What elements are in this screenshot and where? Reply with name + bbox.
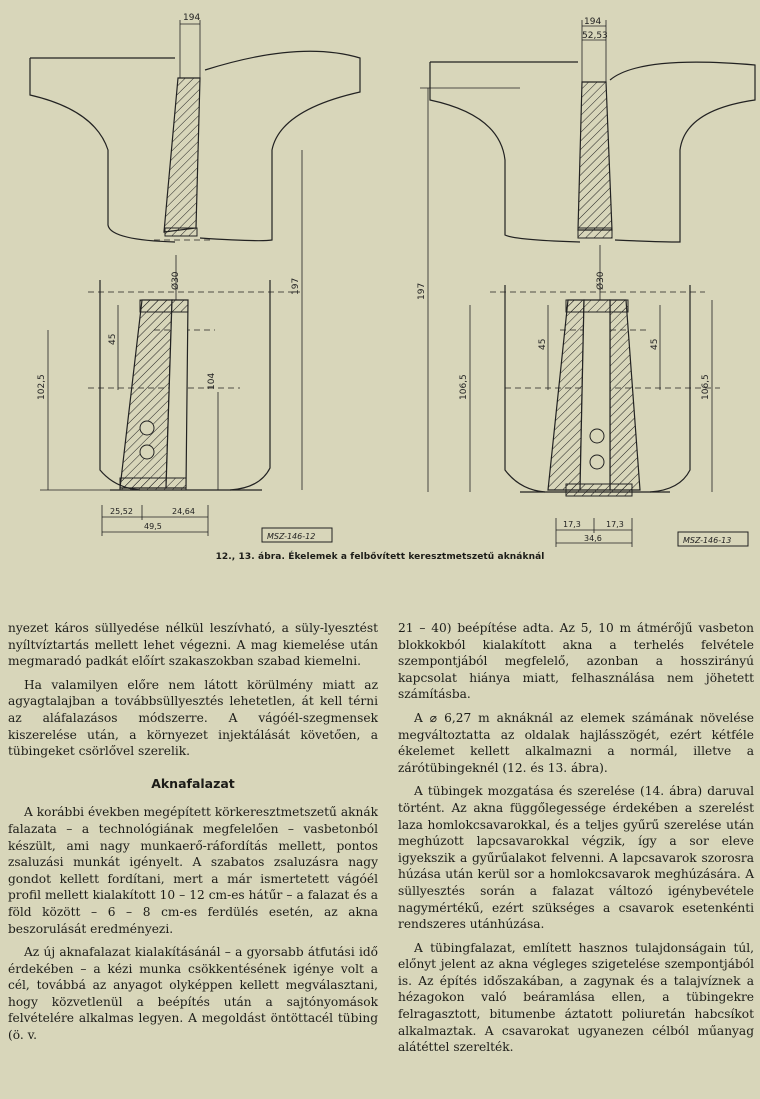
right-paragraph-4: A tübingfalazat, említett hasznos tulajdonságain túl, előnyt jelent az akna végleges szigetelése szempontjából is. Az építés időszakában, a zagynak és a talajvíznek a hézagokon való beáramlása ellen, a tübingekre felragasztott, bitumenbe áztatott poliuretán habcsíkot alkalmaztak. A csavarokat ugyanezen célból műanyag alátéttel szerelték. xyxy=(398,940,754,1055)
right-paragraph-1: 21 – 40) beépítése adta. Az 5, 10 m átmérőjű vasbeton blokkokból kialakított akna a terhelés felvétele szempontjából megfelelő, azonban a hosszirányú kapcsolat hiánya miatt, felhasználása nem jöhetett számításba. xyxy=(398,621,754,702)
fig13-top-dim-b: 52,53 xyxy=(582,31,608,41)
fig13-dim-45b: 45 xyxy=(650,338,660,350)
fig13-dim-45a: 45 xyxy=(538,338,548,350)
fig13-dim-197: 197 xyxy=(417,282,427,300)
fig13-diameter-label: Ø30 xyxy=(596,271,606,290)
right-paragraph-2: A ⌀ 6,27 m aknáknál az elemek számának növelése megváltoztatta az oldalak hajlásszögét, ezért kétféle ékelemet kellett alkalmazni a normál, illetve a zárótübingeknél (12. és 13. ábra). xyxy=(398,710,754,775)
fig12-bottom-dim-c: 49,5 xyxy=(144,522,162,531)
fig13-dim-1065b: 106,5 xyxy=(701,374,711,400)
figure-13-wedge-upper xyxy=(578,82,612,238)
svg-text:MSZ-146-13: MSZ-146-13 xyxy=(683,536,732,545)
fig13-bottom-dim-b: 17,3 xyxy=(606,520,624,529)
left-paragraph-3: A korábbi években megépített körkeresztmetszetű aknák falazata – a technológiának megfelelően – vasbetonból készült, ami nagy munkaerő-ráfordítás mellett, pontos zsaluzási munkát igényelt. A szabatos zsaluzásra nagy gondot kellett fordítani, mert a már ismertetett vágóél profil mellett kialakított 10 – 12 cm-es hátűr – a falazat és a föld között – 6 – 8 cm-es ferdülés esetén, az akna beszorulását eredményezi. xyxy=(8,805,378,936)
fig13-stamp xyxy=(678,532,748,546)
fig12-stamp xyxy=(262,528,332,542)
right-text-column xyxy=(398,620,754,1056)
fig13-top-dim-a: 194 xyxy=(584,17,602,27)
fig13-bottom-dim-c: 34,6 xyxy=(584,534,602,543)
figure-12-wedge-lower xyxy=(120,300,188,490)
fig13-dim-1065a: 106,5 xyxy=(459,374,469,400)
left-paragraph-2: Ha valamilyen előre nem látott körülmény miatt az agyagtalajban a továbbsüllyesztés lehetetlen, át kell térni az aláfalazásos módszerre. A vágóél-szegmensek kiszerelése után, a környezet injektálását követően, a tübingeket csörlővel szerelik. xyxy=(8,677,378,759)
fig13-bottom-dim-a: 17,3 xyxy=(563,520,581,529)
fig12-top-dim: 194 xyxy=(183,13,201,23)
left-paragraph-4: Az új aknafalazat kialakításánál – a gyorsabb átfutási idő érdekében – a kézi munka csökkentésének igénye volt a cél, továbbá az anyagot olyképpen kellett megválasztani, hogy közvetlenül a beépítés után a sajtónyomások felvételére alkalmas legyen. A megoldást öntöttacél tübing (ö. v. xyxy=(8,945,378,1043)
fig12-dim-197: 197 xyxy=(291,277,301,295)
right-paragraph-3: A tübingek mozgatása és szerelése (14. ábra) daruval történt. Az akna függőlegessége érdekében a szerelést laza homlokcsavarokkal, és a teljes gyűrű szerelése után meghúzott lapcsavarokkal végzik, így a sor eleve igyekszik a gyűrűalakot felvenni. A lapcsavarok szorosra húzása után kerül sor a homlokcsavarok meghúzására. A süllyesztés során a falazat változó igénybevétele nagymértékű, ezért szükséges a csavarok esetenkénti rendszeres utánhúzása. xyxy=(398,784,754,932)
figure-13-wedge-lower xyxy=(548,300,640,496)
left-text-column xyxy=(8,620,378,1044)
figure-12-wedge-upper xyxy=(164,78,200,236)
fig12-dim-104: 104 xyxy=(207,372,217,390)
fig12-dim-45: 45 xyxy=(108,333,118,345)
fig12-diameter-label: Ø30 xyxy=(171,271,181,290)
fig12-bottom-dim-b: 24,64 xyxy=(172,507,195,516)
figure-caption: 12., 13. ábra. Ékelemek a felbővített keresztmetszetű aknáknál xyxy=(215,552,545,562)
svg-text:MSZ-146-12: MSZ-146-12 xyxy=(267,532,316,541)
fig12-dim-1025: 102,5 xyxy=(37,374,47,400)
left-paragraph-1: nyezet káros süllyedése nélkül leszívható, a süly-lyesztést nyíltvíztartás mellett lehet végezni. A mag kiemelése után megmaradó padkát előírt szakaszokban szabad kiemelni. xyxy=(8,621,378,669)
section-heading: Aknafalazat xyxy=(151,775,235,791)
fig12-bottom-dim-a: 25,52 xyxy=(110,507,133,516)
